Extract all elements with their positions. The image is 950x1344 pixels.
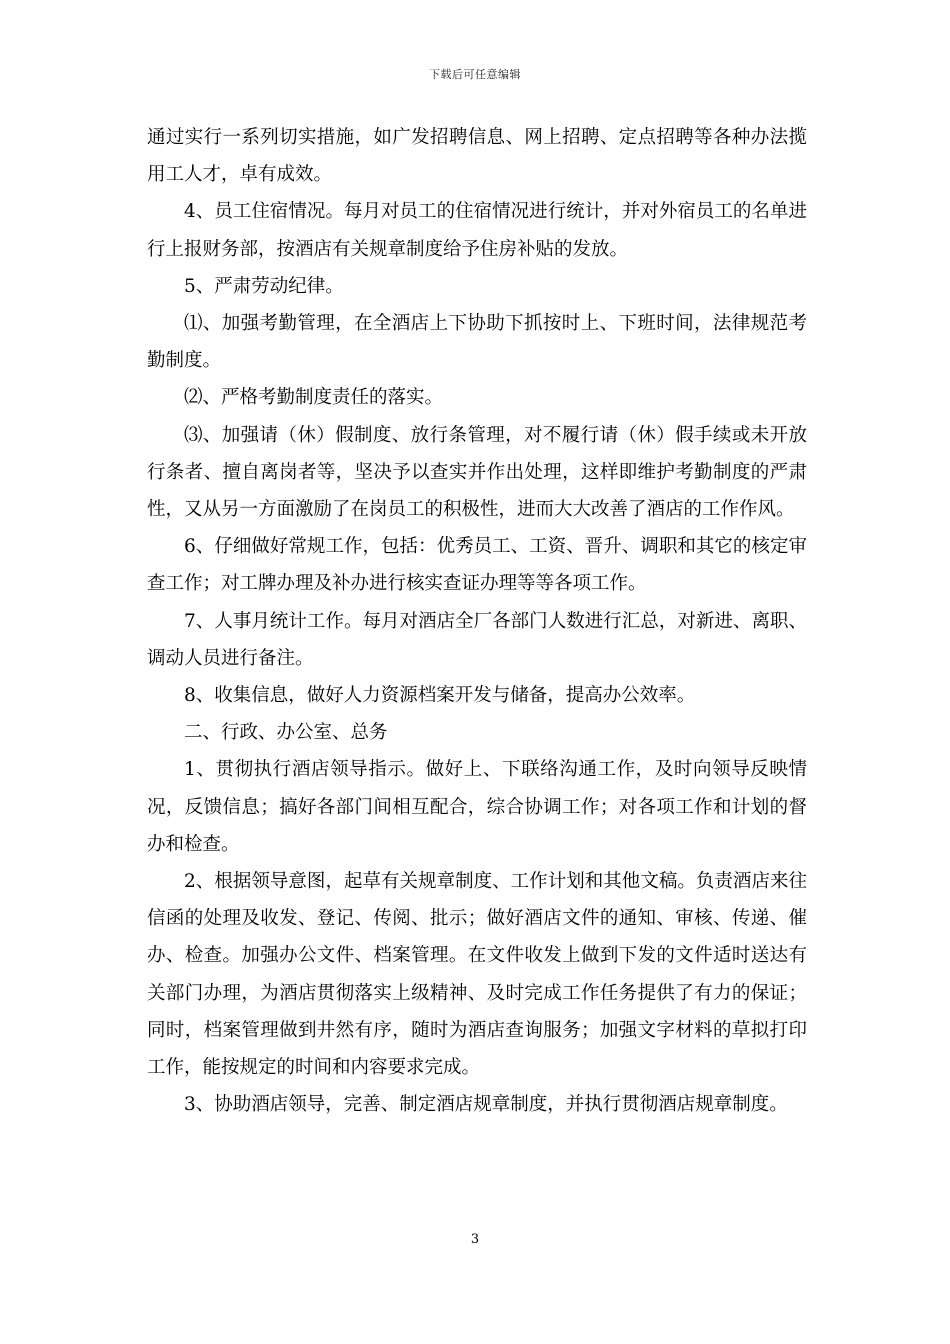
page-number: 3 [470,1232,480,1247]
paragraph-admin-item-3: 3、协助酒店领导，完善、制定酒店规章制度，并执行贯彻酒店规章制度。 [184,1094,788,1116]
paragraph-continuation: 通过实行一系列切实措施，如广发招聘信息、网上招聘、定点招聘等各种办法揽用工人才，卓有成效。 [147,127,807,186]
section-heading-admin: 二、行政、办公室、总务 [184,722,388,744]
paragraph-item-6: 6、仔细做好常规工作，包括：优秀员工、工资、晋升、调职和其它的核定审查工作；对工牌办理及补办进行核实查证办理等等各项工作。 [147,536,807,595]
paragraph-admin-item-2: 2、根据领导意图，起草有关规章制度、工作计划和其他文稿。负责酒店来往信函的处理及收发、登记、传阅、批示；做好酒店文件的通知、审核、传递、催办、检查。加强办公文件、档案管理。在文件收发上做到下发的文件适时送达有关部门办理，为酒店贯彻落实上级精神、及时完成工作任务提供了有力的保证；同时，档案管理做到井然有序，随时为酒店查询服务；加强文字材料的草拟打印工作，能按规定的时间和内容要求完成。 [147,871,807,1079]
paragraph-item-5: 5、严肃劳动纪律。 [184,275,344,297]
paragraph-item-4: 4、员工住宿情况。每月对员工的住宿情况进行统计，并对外宿员工的名单进行上报财务部，按酒店有关规章制度给予住房补贴的发放。 [147,201,807,260]
paragraph-subitem-2: ⑵、严格考勤制度责任的落实。 [184,387,444,409]
paragraph-item-8: 8、收集信息，做好人力资源档案开发与储备，提高办公效率。 [184,685,696,707]
paragraph-subitem-3: ⑶、加强请（休）假制度、放行条管理，对不履行请（休）假手续或未开放行条者、擅自离岗者等，坚决予以查实并作出处理，这样即维护考勤制度的严肃性，又从另一方面激励了在岗员工的积极性，进而大大改善了酒店的工作作风。 [147,424,807,521]
header-note: 下载后可任意编辑 [429,68,521,81]
document-body [147,119,807,1123]
paragraph-admin-item-1: 1、贯彻执行酒店领导指示。做好上、下联络沟通工作，及时向领导反映情况，反馈信息；搞好各部门间相互配合，综合协调工作；对各项工作和计划的督办和检查。 [147,759,807,855]
paragraph-subitem-1: ⑴、加强考勤管理，在全酒店上下协助下抓按时上、下班时间，法律规范考勤制度。 [147,313,807,372]
paragraph-item-7: 7、人事月统计工作。每月对酒店全厂各部门人数进行汇总，对新进、离职、调动人员进行备注。 [147,610,807,669]
